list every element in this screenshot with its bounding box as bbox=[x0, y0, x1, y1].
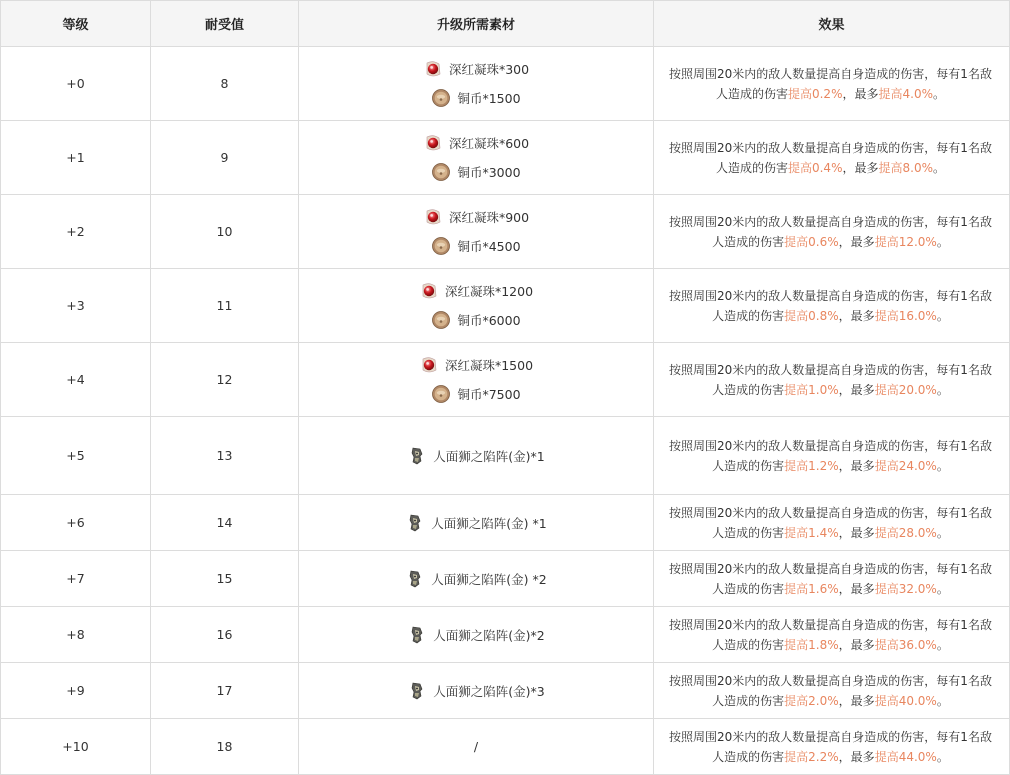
material-label: 人面狮之陷阵(金)*3 bbox=[433, 683, 545, 699]
table-row bbox=[1, 343, 1010, 417]
durability-cell: 13 bbox=[151, 417, 299, 495]
effect-max-value: 24.0% bbox=[898, 458, 937, 473]
effect-end: 。 bbox=[936, 693, 949, 708]
effect-max-value: 40.0% bbox=[898, 693, 937, 708]
effect-max-word: 提高 bbox=[874, 693, 899, 708]
effect-line1: 按照周围20米内的敌人数量提高自身造成的伤害，每有1名敌 bbox=[669, 362, 992, 377]
effect-line1: 按照周围20米内的敌人数量提高自身造成的伤害，每有1名敌 bbox=[669, 729, 992, 744]
table-row bbox=[1, 269, 1010, 343]
effect-end: 。 bbox=[936, 637, 949, 652]
material-item bbox=[299, 441, 653, 470]
material-label: 深红凝珠*300 bbox=[448, 62, 530, 77]
level-cell: +6 bbox=[1, 495, 151, 551]
effect-per-word: 提高 bbox=[784, 637, 809, 652]
effect-end: 。 bbox=[936, 581, 949, 596]
effect-prefix: 人造成的伤害 bbox=[712, 693, 785, 708]
header-durability: 耐受值 bbox=[151, 1, 299, 47]
material-item bbox=[299, 277, 653, 306]
materials-cell bbox=[299, 121, 654, 195]
table-row bbox=[1, 551, 1010, 607]
sphinx-trap-icon bbox=[407, 446, 427, 466]
effect-max-word: 提高 bbox=[874, 234, 899, 249]
effect-max-word: 提高 bbox=[874, 749, 899, 764]
effect-per-word: 提高 bbox=[784, 525, 809, 540]
material-item bbox=[299, 203, 653, 232]
effect-line1: 按照周围20米内的敌人数量提高自身造成的伤害，每有1名敌 bbox=[669, 140, 992, 155]
sphinx-trap-icon bbox=[405, 513, 425, 533]
material-label: 深红凝珠*600 bbox=[448, 136, 530, 151]
table-row bbox=[1, 663, 1010, 719]
level-cell: +3 bbox=[1, 269, 151, 343]
material-label: 人面狮之陷阵(金) *2 bbox=[431, 571, 547, 587]
effect-prefix: 人造成的伤害 bbox=[712, 308, 785, 323]
effect-max-value: 32.0% bbox=[898, 581, 937, 596]
effect-max-word: 提高 bbox=[874, 525, 899, 540]
effect-mid: ，最多 bbox=[838, 637, 875, 652]
effect-line1: 按照周围20米内的敌人数量提高自身造成的伤害，每有1名敌 bbox=[669, 561, 992, 576]
effect-per-value: 0.6% bbox=[808, 234, 839, 249]
effect-prefix: 人造成的伤害 bbox=[712, 637, 785, 652]
material-item bbox=[299, 676, 653, 705]
effect-max-value: 20.0% bbox=[898, 382, 937, 397]
effect-cell bbox=[654, 343, 1010, 417]
table-row bbox=[1, 47, 1010, 121]
effect-per-word: 提高 bbox=[784, 693, 809, 708]
header-level: 等级 bbox=[1, 1, 151, 47]
effect-end: 。 bbox=[936, 234, 949, 249]
effect-prefix: 人造成的伤害 bbox=[712, 234, 785, 249]
copper-coin-icon bbox=[431, 384, 451, 404]
effect-prefix: 人造成的伤害 bbox=[712, 458, 785, 473]
effect-max-word: 提高 bbox=[874, 637, 899, 652]
sphinx-trap-icon bbox=[405, 569, 425, 589]
level-cell: +9 bbox=[1, 663, 151, 719]
header-materials: 升级所需素材 bbox=[299, 1, 654, 47]
durability-cell: 11 bbox=[151, 269, 299, 343]
effect-cell bbox=[654, 719, 1010, 775]
effect-mid: ，最多 bbox=[838, 525, 875, 540]
effect-max-word: 提高 bbox=[878, 160, 903, 175]
effect-mid: ，最多 bbox=[842, 160, 879, 175]
effect-max-value: 44.0% bbox=[898, 749, 937, 764]
effect-mid: ，最多 bbox=[838, 581, 875, 596]
level-cell: +5 bbox=[1, 417, 151, 495]
effect-end: 。 bbox=[933, 160, 946, 175]
material-item bbox=[299, 55, 653, 84]
effect-cell bbox=[654, 663, 1010, 719]
material-label: 人面狮之陷阵(金) *1 bbox=[431, 515, 547, 531]
effect-end: 。 bbox=[936, 308, 949, 323]
material-label: 深红凝珠*900 bbox=[448, 210, 530, 225]
material-label: / bbox=[473, 739, 479, 754]
effect-max-word: 提高 bbox=[874, 458, 899, 473]
effect-per-value: 2.2% bbox=[808, 749, 839, 764]
effect-per-word: 提高 bbox=[784, 234, 809, 249]
material-label: 深红凝珠*1200 bbox=[444, 284, 534, 299]
crimson-bead-icon bbox=[423, 59, 443, 79]
effect-line1: 按照周围20米内的敌人数量提高自身造成的伤害，每有1名敌 bbox=[669, 673, 992, 688]
effect-mid: ，最多 bbox=[842, 86, 879, 101]
material-item bbox=[299, 620, 653, 649]
effect-per-value: 0.2% bbox=[811, 86, 843, 101]
materials-cell bbox=[299, 719, 654, 775]
table-body bbox=[1, 47, 1010, 775]
sphinx-trap-icon bbox=[407, 681, 427, 701]
material-item bbox=[299, 232, 653, 261]
effect-end: 。 bbox=[936, 458, 949, 473]
material-item bbox=[299, 129, 653, 158]
material-item bbox=[299, 732, 653, 761]
effect-per-word: 提高 bbox=[784, 308, 809, 323]
effect-per-word: 提高 bbox=[784, 581, 809, 596]
effect-mid: ，最多 bbox=[838, 382, 875, 397]
effect-prefix: 人造成的伤害 bbox=[715, 86, 788, 101]
effect-line1: 按照周围20米内的敌人数量提高自身造成的伤害，每有1名敌 bbox=[669, 288, 992, 303]
materials-cell bbox=[299, 495, 654, 551]
copper-coin-icon bbox=[431, 88, 451, 108]
level-cell: +2 bbox=[1, 195, 151, 269]
crimson-bead-icon bbox=[423, 133, 443, 153]
effect-mid: ，最多 bbox=[838, 458, 875, 473]
header-row bbox=[1, 1, 1010, 47]
effect-per-value: 1.0% bbox=[808, 382, 839, 397]
effect-line1: 按照周围20米内的敌人数量提高自身造成的伤害，每有1名敌 bbox=[669, 66, 992, 81]
effect-per-value: 0.8% bbox=[808, 308, 839, 323]
effect-line1: 按照周围20米内的敌人数量提高自身造成的伤害，每有1名敌 bbox=[669, 214, 992, 229]
durability-cell: 18 bbox=[151, 719, 299, 775]
effect-max-value: 4.0% bbox=[902, 86, 934, 101]
effect-per-value: 1.2% bbox=[808, 458, 839, 473]
materials-cell bbox=[299, 195, 654, 269]
material-item bbox=[299, 306, 653, 335]
effect-per-value: 1.6% bbox=[808, 581, 839, 596]
material-label: 铜币*6000 bbox=[457, 313, 521, 328]
copper-coin-icon bbox=[431, 162, 451, 182]
effect-cell bbox=[654, 417, 1010, 495]
effect-per-value: 1.4% bbox=[808, 525, 839, 540]
effect-max-word: 提高 bbox=[874, 581, 899, 596]
materials-cell bbox=[299, 663, 654, 719]
materials-cell bbox=[299, 551, 654, 607]
effect-max-word: 提高 bbox=[874, 382, 899, 397]
crimson-bead-icon bbox=[423, 207, 443, 227]
durability-cell: 9 bbox=[151, 121, 299, 195]
durability-cell: 15 bbox=[151, 551, 299, 607]
material-item bbox=[299, 508, 653, 537]
effect-prefix: 人造成的伤害 bbox=[712, 382, 785, 397]
effect-mid: ，最多 bbox=[838, 749, 875, 764]
durability-cell: 8 bbox=[151, 47, 299, 121]
effect-mid: ，最多 bbox=[838, 693, 875, 708]
table-row bbox=[1, 195, 1010, 269]
effect-max-value: 16.0% bbox=[898, 308, 937, 323]
effect-cell bbox=[654, 47, 1010, 121]
effect-max-value: 12.0% bbox=[898, 234, 937, 249]
effect-per-value: 0.4% bbox=[811, 160, 843, 175]
effect-max-value: 28.0% bbox=[898, 525, 937, 540]
effect-per-value: 2.0% bbox=[808, 693, 839, 708]
materials-cell bbox=[299, 343, 654, 417]
effect-cell bbox=[654, 269, 1010, 343]
effect-cell bbox=[654, 121, 1010, 195]
materials-cell bbox=[299, 607, 654, 663]
level-cell: +4 bbox=[1, 343, 151, 417]
durability-cell: 12 bbox=[151, 343, 299, 417]
effect-line1: 按照周围20米内的敌人数量提高自身造成的伤害，每有1名敌 bbox=[669, 505, 992, 520]
material-item bbox=[299, 380, 653, 409]
materials-cell bbox=[299, 269, 654, 343]
material-label: 铜币*7500 bbox=[457, 387, 521, 402]
effect-cell bbox=[654, 607, 1010, 663]
effect-per-word: 提高 bbox=[787, 160, 812, 175]
effect-prefix: 人造成的伤害 bbox=[715, 160, 788, 175]
effect-end: 。 bbox=[933, 86, 946, 101]
durability-cell: 17 bbox=[151, 663, 299, 719]
material-label: 人面狮之陷阵(金)*1 bbox=[433, 448, 545, 464]
effect-per-word: 提高 bbox=[784, 749, 809, 764]
material-label: 铜币*1500 bbox=[457, 91, 521, 106]
material-item bbox=[299, 564, 653, 593]
copper-coin-icon bbox=[431, 236, 451, 256]
effect-per-word: 提高 bbox=[787, 86, 812, 101]
effect-cell bbox=[654, 495, 1010, 551]
level-cell: +7 bbox=[1, 551, 151, 607]
effect-prefix: 人造成的伤害 bbox=[712, 581, 785, 596]
sphinx-trap-icon bbox=[407, 625, 427, 645]
material-label: 人面狮之陷阵(金)*2 bbox=[433, 627, 545, 643]
material-label: 铜币*3000 bbox=[457, 165, 521, 180]
effect-mid: ，最多 bbox=[838, 308, 875, 323]
effect-cell bbox=[654, 551, 1010, 607]
durability-cell: 16 bbox=[151, 607, 299, 663]
durability-cell: 10 bbox=[151, 195, 299, 269]
effect-end: 。 bbox=[936, 749, 949, 764]
effect-per-word: 提高 bbox=[784, 458, 809, 473]
effect-prefix: 人造成的伤害 bbox=[712, 525, 785, 540]
effect-end: 。 bbox=[936, 382, 949, 397]
effect-line1: 按照周围20米内的敌人数量提高自身造成的伤害，每有1名敌 bbox=[669, 617, 992, 632]
effect-line1: 按照周围20米内的敌人数量提高自身造成的伤害，每有1名敌 bbox=[669, 438, 992, 453]
level-cell: +0 bbox=[1, 47, 151, 121]
level-cell: +10 bbox=[1, 719, 151, 775]
materials-cell bbox=[299, 47, 654, 121]
effect-max-value: 36.0% bbox=[898, 637, 937, 652]
level-cell: +8 bbox=[1, 607, 151, 663]
crimson-bead-icon bbox=[419, 355, 439, 375]
effect-prefix: 人造成的伤害 bbox=[712, 749, 785, 764]
effect-per-word: 提高 bbox=[784, 382, 809, 397]
table-row bbox=[1, 121, 1010, 195]
effect-max-word: 提高 bbox=[874, 308, 899, 323]
table-row bbox=[1, 607, 1010, 663]
effect-max-word: 提高 bbox=[878, 86, 903, 101]
level-cell: +1 bbox=[1, 121, 151, 195]
effect-end: 。 bbox=[936, 525, 949, 540]
crimson-bead-icon bbox=[419, 281, 439, 301]
table-row bbox=[1, 417, 1010, 495]
copper-coin-icon bbox=[431, 310, 451, 330]
material-item bbox=[299, 84, 653, 113]
table-row bbox=[1, 495, 1010, 551]
effect-per-value: 1.8% bbox=[808, 637, 839, 652]
table-row bbox=[1, 719, 1010, 775]
material-item bbox=[299, 158, 653, 187]
effect-cell bbox=[654, 195, 1010, 269]
effect-mid: ，最多 bbox=[838, 234, 875, 249]
material-label: 深红凝珠*1500 bbox=[444, 358, 534, 373]
materials-cell bbox=[299, 417, 654, 495]
header-effect: 效果 bbox=[654, 1, 1010, 47]
material-label: 铜币*4500 bbox=[457, 239, 521, 254]
effect-max-value: 8.0% bbox=[902, 160, 934, 175]
durability-cell: 14 bbox=[151, 495, 299, 551]
material-item bbox=[299, 351, 653, 380]
